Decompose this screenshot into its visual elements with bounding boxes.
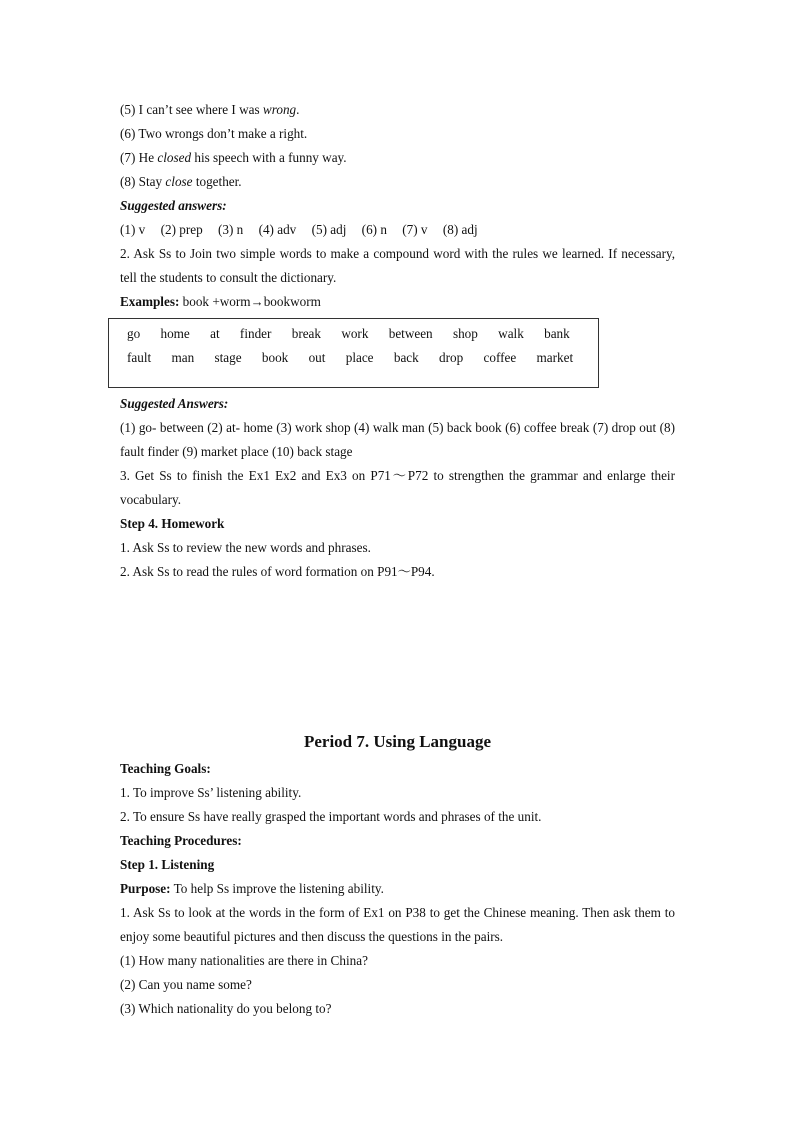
goal-item-2: 2. To ensure Ss have really grasped the important words and phrases of the unit. [120, 809, 542, 824]
suggested-answers-2-heading: Suggested Answers: [120, 396, 229, 411]
teaching-procedures-heading: Teaching Procedures: [120, 833, 242, 848]
task-3-instruction: 3. Get Ss to finish the Ex1 Ex2 and Ex3 on P71～P72 to strengthen the grammar and enlarge their vocabulary. [120, 468, 675, 507]
sentence-6: (6) Two wrongs don’t make a right. [120, 126, 308, 141]
examples-line: Examples: book +worm→bookworm [120, 294, 321, 309]
document-page [120, 98, 675, 1021]
step-4-heading: Step 4. Homework [120, 516, 225, 531]
purpose-line: Purpose: To help Ss improve the listening ability. [120, 881, 384, 896]
sentence-8: (8) Stay close together. [120, 174, 242, 189]
sentence-7: (7) He closed his speech with a funny way. [120, 150, 347, 165]
homework-item-2: 2. Ask Ss to read the rules of word formation on P91～P94. [120, 564, 435, 579]
homework-item-1: 1. Ask Ss to review the new words and phrases. [120, 540, 371, 555]
word-box [108, 318, 599, 388]
question-2: (2) Can you name some? [120, 977, 252, 992]
listening-task-1: 1. Ask Ss to look at the words in the form of Ex1 on P38 to get the Chinese meaning. Then ask them to enjoy some beautiful pictures and then discuss the questions in the pairs. [120, 905, 675, 944]
step-1-heading: Step 1. Listening [120, 857, 215, 872]
goal-item-1: 1. To improve Ss’ listening ability. [120, 785, 302, 800]
suggested-answers-2-text: (1) go- between (2) at- home (3) work shop (4) walk man (5) back book (6) coffee break (7) drop out (8) fault finder (9) market place (10) back stage [120, 420, 675, 459]
task-2-instruction: 2. Ask Ss to Join two simple words to make a compound word with the rules we learned. If necessary, tell the students to consult the dictionary. [120, 246, 675, 285]
word-row-1: go home at finder break work between shop walk bank [127, 326, 570, 341]
answers-row: (1) v (2) prep (3) n (4) adv (5) adj (6) n (7) v (8) adj [120, 222, 478, 237]
question-1: (1) How many nationalities are there in China? [120, 953, 368, 968]
period-7-title: Period 7. Using Language [303, 732, 492, 751]
sentence-5: (5) I can’t see where I was wrong. [120, 102, 300, 117]
word-row-2: fault man stage book out place back drop coffee market [127, 350, 574, 365]
question-3: (3) Which nationality do you belong to? [120, 1001, 332, 1016]
suggested-answers-heading: Suggested answers: [120, 198, 227, 213]
teaching-goals-heading: Teaching Goals: [120, 761, 211, 776]
